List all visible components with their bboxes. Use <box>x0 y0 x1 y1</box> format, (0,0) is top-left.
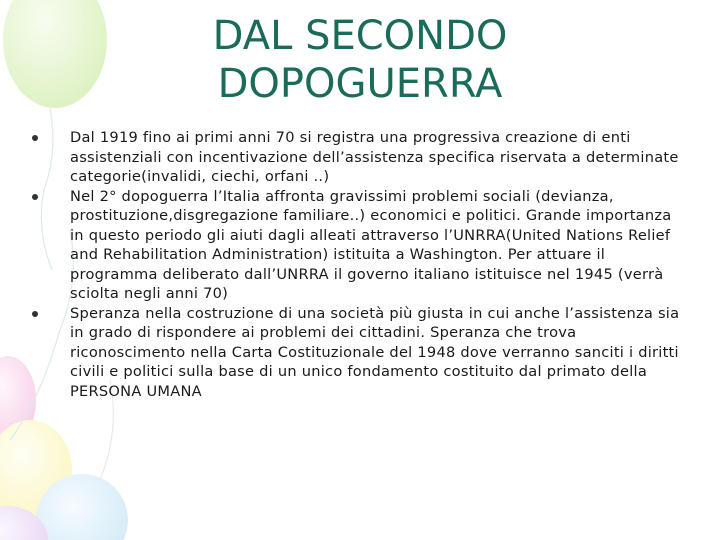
bullet-text: Nel 2° dopoguerra l’Italia affronta gravissimi problemi sociali (devianza, prostituzione,disgregazione familiare..) economici e politici. Grande importanza in questo periodo gli aiuti dagli alleati attraverso l’UNRRA(United Nations Relief and Rehabilitation Administration) istituita a Washington. Per attuare il programma deliberato dall’UNRRA il governo italiano istituisce nel 1945 (verrà sciolta negli anni 70) <box>70 187 672 302</box>
bullet-item <box>32 304 682 402</box>
bullet-dot-icon <box>32 194 38 200</box>
slide-title <box>120 12 600 108</box>
bullet-text: Speranza nella costruzione di una società più giusta in cui anche l’assistenza sia in grado di rispondere ai problemi dei cittadini. Speranza che trova riconoscimento nella Carta Costituzionale del 1948 dove verranno sanciti i diritti civili e politici sulla base di un unico fondamento costituito dal primato della PERSONA UMANA <box>70 304 680 400</box>
bullet-text: Dal 1919 fino ai primi anni 70 si registra una progressiva creazione di enti assistenziali con incentivazione dell’assistenza specifica riservata a determinate categorie(invalidi, ciechi, orfani ..) <box>70 129 679 185</box>
bullet-item <box>32 187 682 304</box>
bullet-dot-icon <box>32 135 38 141</box>
bullet-dot-icon <box>32 311 38 317</box>
title-line-1: DAL SECONDO <box>212 13 508 59</box>
bullet-item <box>32 128 682 187</box>
bullet-list <box>32 128 682 401</box>
title-line-2: DOPOGUERRA <box>217 61 503 107</box>
